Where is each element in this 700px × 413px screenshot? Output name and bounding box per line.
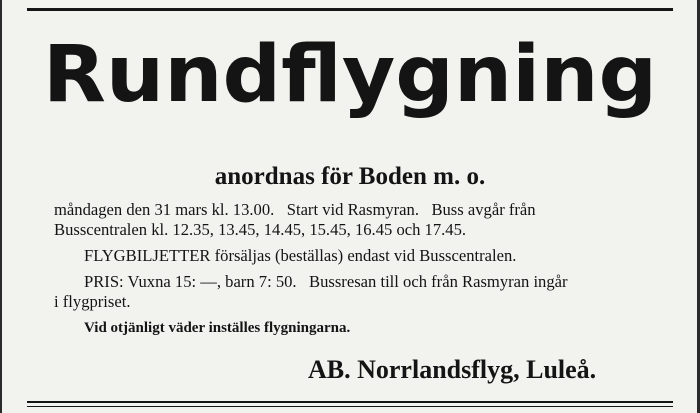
bottom-rule-thin — [27, 406, 673, 407]
weather-note: Vid otjänligt väder inställes flygningarna. — [84, 320, 351, 336]
signature: AB. Norrlandsflyg, Luleå. — [308, 355, 597, 384]
schedule-line-2: Busscentralen kl. 12.35, 13.45, 14.45, 15.45, 16.45 och 17.45. — [54, 220, 467, 239]
headline: Rundflygning — [42, 30, 658, 120]
price-line-1: PRIS: Vuxna 15: —, barn 7: 50. Bussresan till och från Rasmyran ingår — [84, 272, 568, 291]
schedule-line-1: måndagen den 31 mars kl. 13.00. Start vid Rasmyran. Buss avgår från — [54, 200, 536, 219]
price-line-2: i flygpriset. — [54, 292, 131, 311]
subhead: anordnas för Boden m. o. — [214, 163, 486, 190]
bottom-rule-thick — [27, 401, 673, 403]
top-rule — [27, 8, 673, 11]
tickets-line: FLYGBILJETTER försäljas (beställas) endast vid Busscentralen. — [84, 246, 517, 265]
